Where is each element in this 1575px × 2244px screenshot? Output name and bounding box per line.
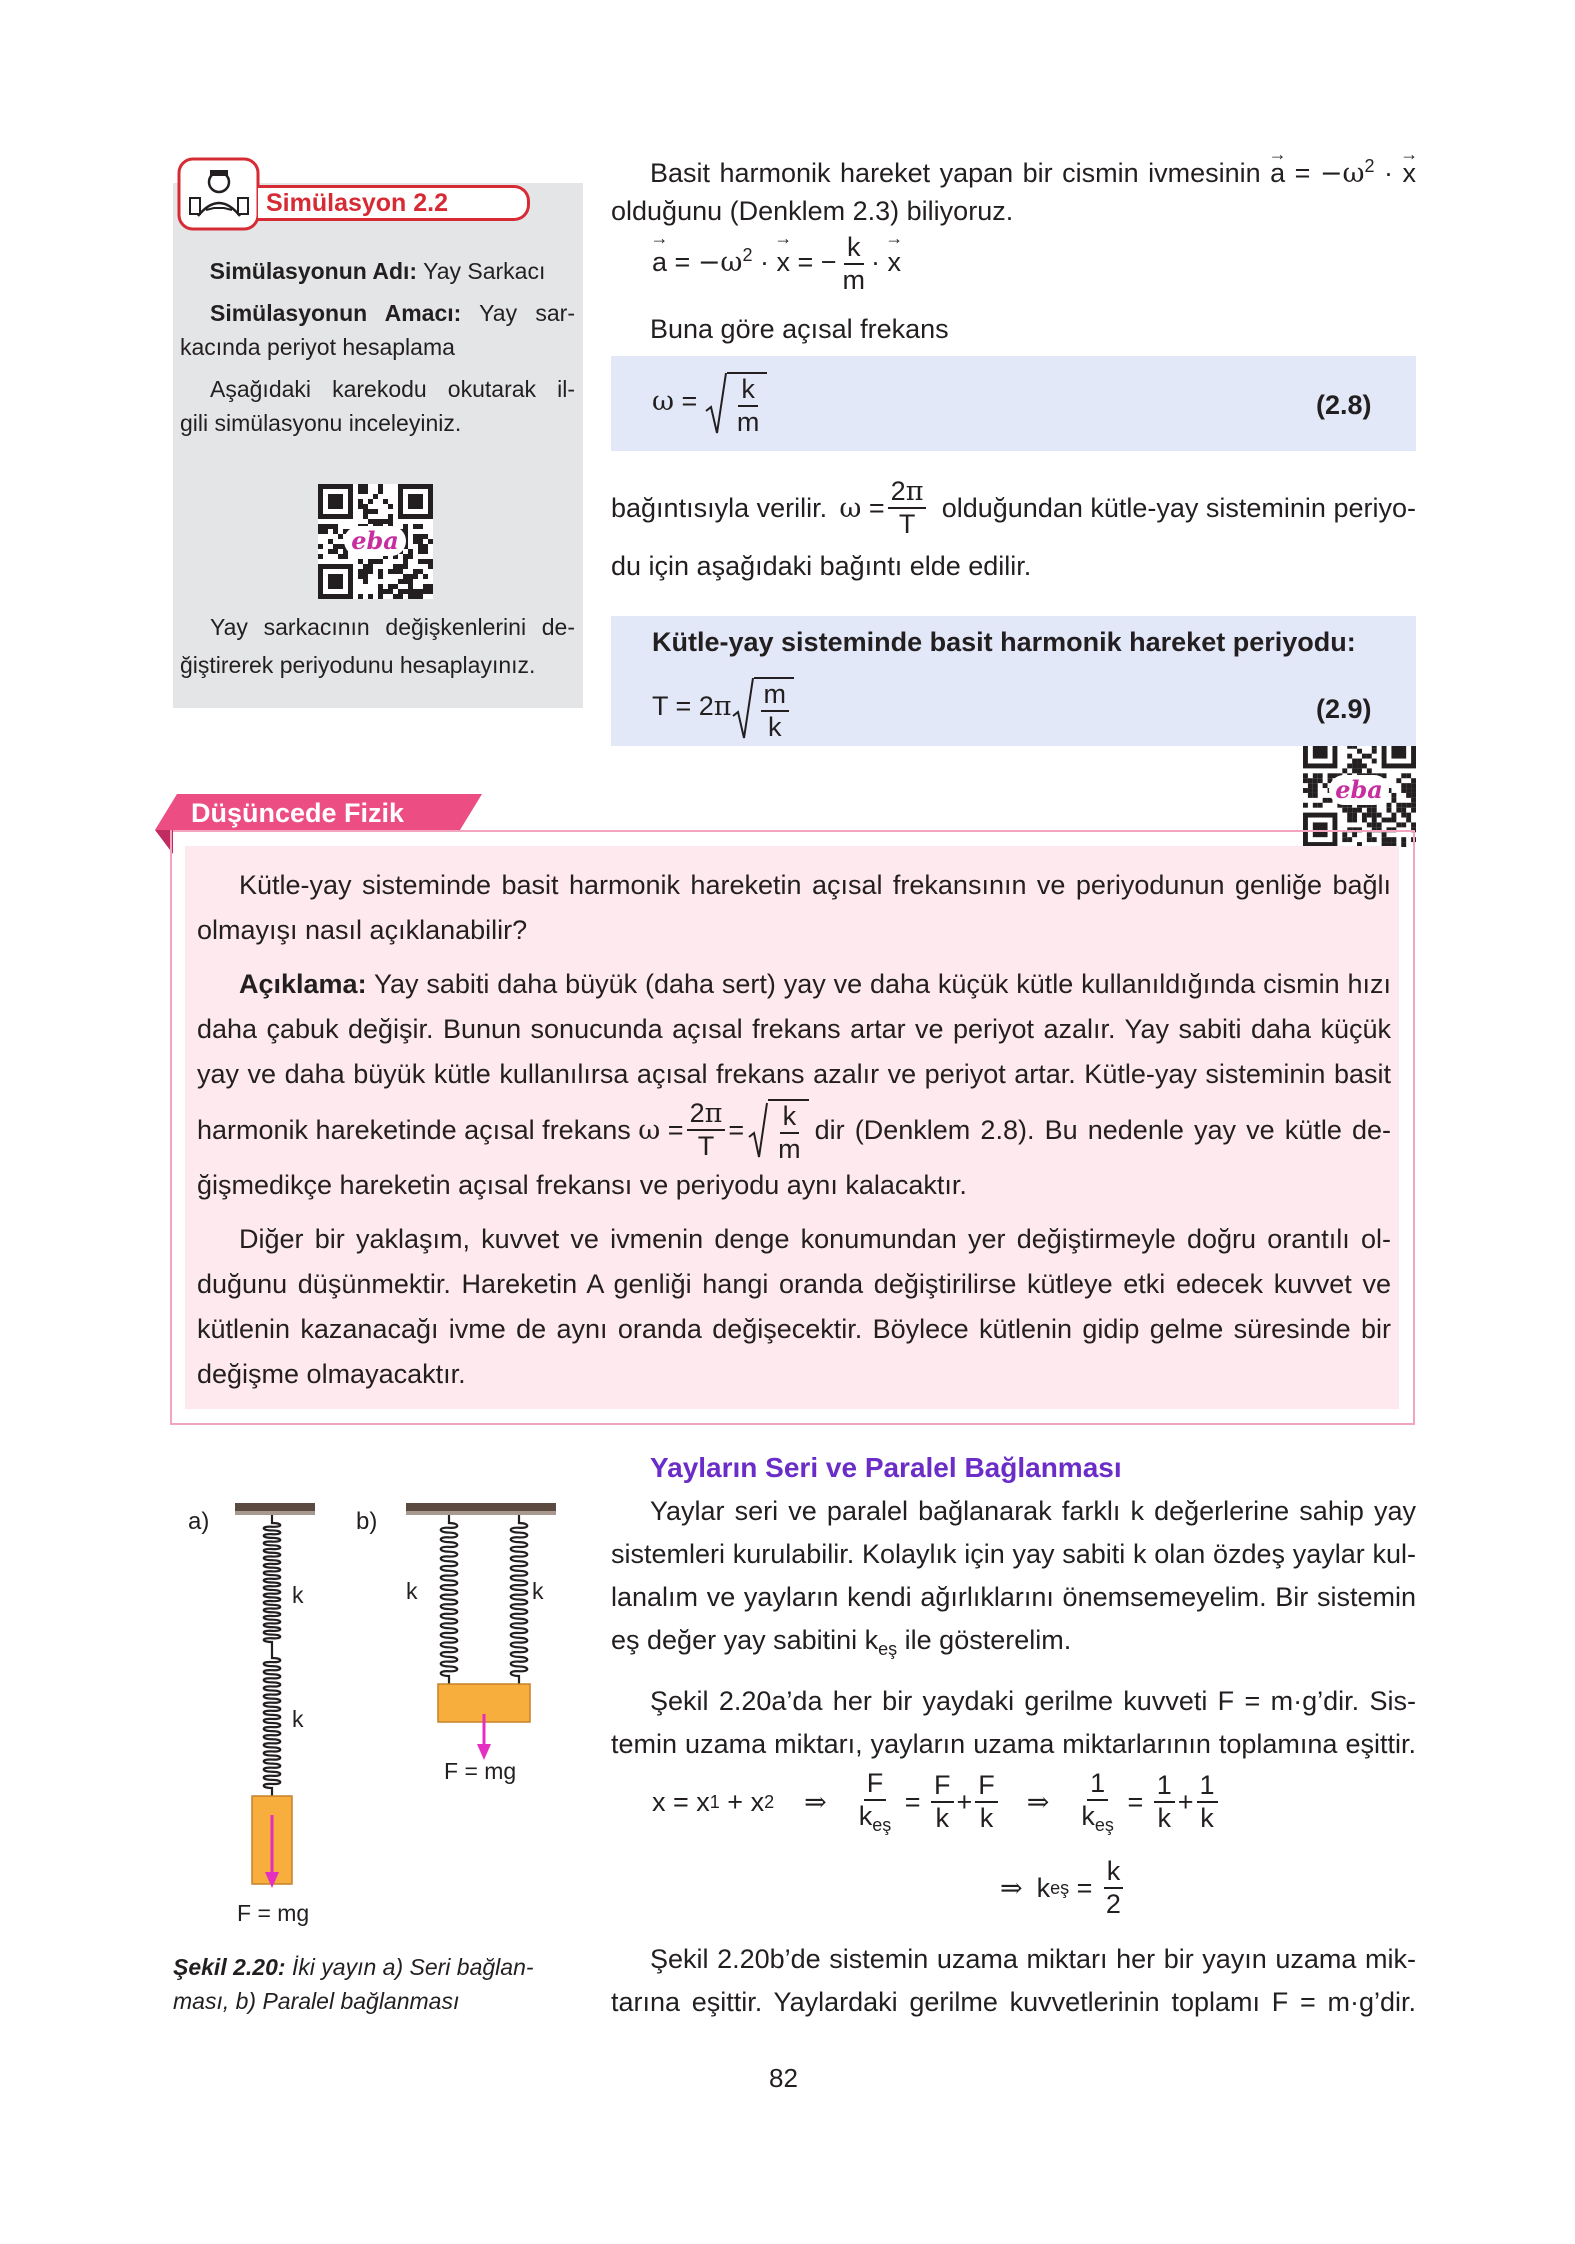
think-top-rule: [173, 830, 1413, 832]
acceleration-equation: → $a = -\omega^2$ · → x = − $\frac{k}{m}$ · → x: [652, 234, 901, 294]
think-approach-4: değişme olmayacaktır.: [197, 1359, 466, 1389]
simulation-badge-text: Simülasyon 2.2: [266, 189, 449, 217]
think-approach-2: duğunu düşünmektir. Hareketin A genliği hangi oranda değiştirilirse kütleye etki edecek kuvvet ve: [197, 1269, 1391, 1299]
force-label-a: F = mg: [237, 1900, 310, 1926]
series-equation: x = x 1 + x 2 ⇒ $\frac{F}{k_{eş}}$ = $\frac{F}{k}$ + $\frac{F}{k}$ ⇒ $\frac{1}{k_{eş}}$ = $\frac{1}{k}$ + $\frac{1}{k}$: [652, 1770, 1221, 1834]
figure-label-b: b): [356, 1508, 378, 1535]
spring-b-right: [511, 1515, 528, 1684]
think-answer-5: ğişmedikçe hareketin açısal frekansı ve periyodu aynı kalacaktır.: [197, 1170, 967, 1200]
series-result: ⇒ k eş = $\frac{k}{2}$: [1000, 1858, 1127, 1918]
intro-line-2: olduğunu (Denklem 2.3) biliyoruz.: [611, 196, 1014, 226]
intro-line-1: Basit harmonik hareket yapan bir cismin ivmesinin → $a = -\omega^2$ · → x: [650, 145, 1416, 195]
qr-logo: eba: [344, 526, 406, 556]
spring-a-lower: [264, 1650, 281, 1796]
think-question-2: olmayışı nasıl açıklanabilir?: [197, 915, 528, 945]
sim-name-value: Yay Sarkacı: [423, 258, 546, 284]
period-box-title: Kütle-yay sisteminde basit harmonik hareket periyodu:: [652, 627, 1356, 657]
think-approach-1: Diğer bir yaklaşım, kuvvet ve ivmenin denge konumundan yer değiştirmeyle doğru orantılı ol-: [239, 1224, 1391, 1254]
equation-number-2-8: (2.8): [1316, 390, 1372, 420]
think-tab-title: Düşüncede Fizik: [191, 798, 405, 828]
spring-label-k-a1: k: [292, 1582, 304, 1608]
spring-label-k-b1: k: [406, 1578, 418, 1604]
springs-text-1: Yaylar seri ve paralel bağlanarak farklı k değerlerine sahip yay sistemleri kurulabilir. Kolaylık için yay sabiti k olan özdeş yaylar kul- lanalım ve yayların kendi ağırlıklarını önemsemeyelim. Bir sistemin eş değer yay sabitini $k_{eş}$ ile gösterelim. Şekil 2.20a’da her bir yaydaki gerilme kuvveti F = m·g’dir. Sis- temin uzama miktarı, yayların uzama miktarlarının toplamına eşittir.: [611, 1496, 1416, 1759]
sim-aim-value-2: kacında periyot hesaplama: [180, 334, 455, 360]
sim-tip-2: ğiştirerek periyodunu hesaplayınız.: [180, 652, 536, 678]
springs-text-2: Şekil 2.20b’de sistemin uzama miktarı her bir yayın uzama mik- tarına eşittir. Yaylardaki gerilme kuvvetlerinin toplamı F = m·g’dir.: [611, 1944, 1416, 2017]
ceiling-b: [406, 1503, 556, 1511]
ceiling-a-shadow: [235, 1511, 315, 1515]
springs-heading: Yayların Seri ve Paralel Bağlanması: [650, 1452, 1122, 1483]
simulation-content: [180, 254, 575, 440]
think-approach-3: kütlenin kazanacağı ivme de aynı oranda değişecektir. Böylece kütlenin gidip gelme süresinde bir: [197, 1314, 1391, 1344]
figure-2-20: [180, 1500, 600, 1960]
sim-aim-label: Simülasyonun Amacı:: [210, 300, 462, 326]
intro-line-5: du için aşağıdaki bağıntı elde edilir.: [611, 551, 1032, 581]
spring-a-upper: [264, 1515, 281, 1650]
ceiling-b-shadow: [406, 1511, 556, 1515]
sim-name-label: Simülasyonun Adı:: [209, 258, 418, 284]
spring-b-left: [441, 1515, 458, 1684]
omega-formula: ω = $\frac{k}{m}$: [652, 370, 767, 436]
figure-label-a: a): [188, 1508, 210, 1535]
sim-tip-1: Yay sarkacının değişkenlerini de-: [210, 614, 575, 640]
ceiling-a: [235, 1503, 315, 1511]
spring-label-k-b2: k: [532, 1578, 544, 1604]
intro-line-3: Buna göre açısal frekans: [650, 314, 949, 344]
think-answer-4: harmonik hareketinde açısal frekans ω = $\frac{2\pi}{T}$ = $\frac{k}{m}$ dir (Denklem 2.8). Bu nedenle yay ve kütle de-: [197, 1098, 1391, 1164]
think-answer-3: yay ve daha büyük kütle kullanılırsa açısal frekans azalır ve periyot artar. Kütle-yay sisteminin basit: [197, 1059, 1391, 1089]
simulation-tip: [180, 608, 575, 684]
sim-instruction: Aşağıdaki karekodu okutarak il-: [210, 376, 575, 402]
think-question-1: Kütle-yay sisteminde basit harmonik hareketin açısal frekansının ve periyodunun genliğe bağlı: [239, 870, 1391, 900]
figure-caption: Şekil 2.20: İki yayın a) Seri bağlan- ması, b) Paralel bağlanması: [173, 1954, 534, 2014]
think-answer-2: daha çabuk değişir. Bunun sonucunda açısal frekans artar ve periyot azalır. Yay sabiti daha küçük: [197, 1014, 1391, 1044]
page-number: 82: [769, 2063, 798, 2093]
think-text: [197, 863, 1391, 1397]
force-label-b: F = mg: [444, 1758, 517, 1784]
sim-aim-value: Yay sar-: [479, 300, 575, 326]
sim-instruction-2: gili simülasyonu inceleyiniz.: [180, 410, 462, 436]
spring-label-k-a2: k: [292, 1706, 304, 1732]
simulation-icon: [176, 156, 261, 232]
equation-number-2-9: (2.9): [1316, 694, 1372, 724]
think-answer-1: Açıklama: Yay sabiti daha büyük (daha sert) yay ve daha küçük kütle kullanıldığında cismin hızı: [239, 969, 1392, 999]
qr-logo: eba: [1329, 775, 1389, 805]
omega-period-line: bağıntısıyla verilir. ω = $\frac{2\pi}{T}$ olduğundan kütle-yay sisteminin periyo-: [611, 476, 1416, 539]
period-formula: T = 2π $\frac{m}{k}$: [652, 675, 794, 741]
simulation-qr-code[interactable]: [318, 484, 433, 599]
